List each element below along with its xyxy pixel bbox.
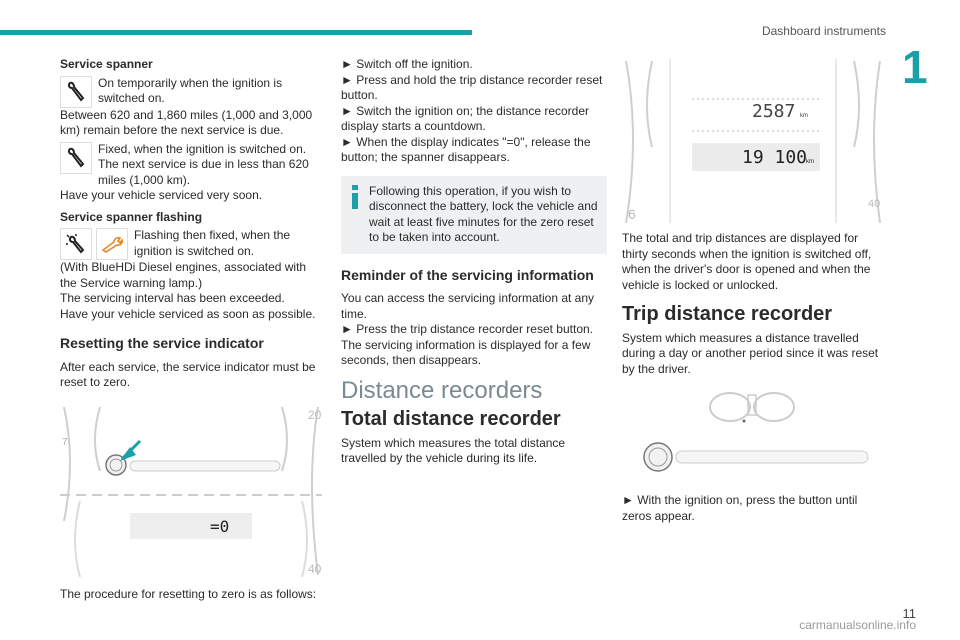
svg-text:7: 7 xyxy=(62,436,68,448)
reminder-after: The servicing information is displayed for a few seconds, then disappears. xyxy=(341,337,591,367)
total-text: System which measures the total distance travelled by the vehicle during its life. xyxy=(341,435,566,465)
press-step: ► With the ignition on, press the button until zeros appear. xyxy=(622,493,858,523)
spanner-on-text: On temporarily when the ignition is switched on. xyxy=(98,75,283,105)
spanner-fixed-text: Fixed, when the ignition is switched on. The next service is due in less than 620 miles (1,000 km). xyxy=(98,141,309,187)
spanner-icon xyxy=(60,76,92,108)
column-3 xyxy=(622,57,884,524)
info-icon xyxy=(349,184,363,246)
trip-button-illustration xyxy=(622,391,884,487)
heading-resetting: Resetting the service indicator xyxy=(60,335,264,351)
step-1: ► Switch off the ignition. xyxy=(341,57,473,71)
svg-text:km: km xyxy=(806,159,814,165)
spanner-flashing-row xyxy=(60,228,322,260)
column-2 xyxy=(341,57,607,467)
spanner-fixed-row xyxy=(60,142,322,189)
info-text: Following this operation, if you wish to disconnect the battery, lock the vehicle and wait at least five minutes for the zero reset to be taken into account. xyxy=(369,183,598,244)
info-box xyxy=(341,176,607,254)
spanner-icon xyxy=(60,142,92,174)
after-service-text: After each service, the service indicator must be reset to zero. xyxy=(60,359,316,389)
svg-text:km: km xyxy=(800,113,808,119)
svg-text:19 100: 19 100 xyxy=(742,147,808,168)
heading-distance-recorders: Distance recorders xyxy=(341,376,543,404)
column-1 xyxy=(60,57,322,602)
svg-text:20: 20 xyxy=(308,407,322,422)
spanner-on-row xyxy=(60,76,322,108)
spanner-flashing-icon xyxy=(60,228,92,260)
spanner-flashing-text: Flashing then fixed, when the ignition is switched on. xyxy=(134,228,291,258)
heading-trip-distance: Trip distance recorder xyxy=(622,303,833,325)
svg-text:=0: =0 xyxy=(210,516,230,536)
section-title: Dashboard instruments xyxy=(761,24,886,38)
heading-reminder: Reminder of the servicing information xyxy=(341,266,594,283)
svg-text:6: 6 xyxy=(628,206,636,222)
have-serviced-text: Have your vehicle serviced very soon. xyxy=(60,188,263,202)
trip-text: System which measures a distance travelled during a day or another period since it was reset by the driver. xyxy=(622,330,879,376)
heading-total-distance: Total distance recorder xyxy=(341,408,561,430)
reminder-text: You can access the servicing information at any time. xyxy=(341,291,595,321)
step-2: ► Press and hold the trip distance recorder reset button. xyxy=(341,72,603,102)
svg-text:40: 40 xyxy=(868,198,881,210)
displayed-text: The total and trip distances are displayed for thirty seconds when the ignition is switched off, when the driver's door is opened and when the vehicle is locked or unlocked. xyxy=(622,231,872,292)
exceeded-text: The servicing interval has been exceeded. xyxy=(60,291,285,305)
service-warning-icon xyxy=(96,228,128,260)
odometer-illustration xyxy=(622,57,884,225)
svg-text:40: 40 xyxy=(308,561,322,576)
bluehdi-text: (With BlueHDi Diesel engines, associated with the Service warning lamp.) xyxy=(60,260,307,290)
heading-spanner-flashing: Service spanner flashing xyxy=(60,209,203,224)
step-3: ► Switch the ignition on; the distance recorder display starts a countdown. xyxy=(341,103,590,133)
heading-service-spanner: Service spanner xyxy=(60,57,153,71)
reset-dashboard-illustration xyxy=(60,401,322,577)
svg-text:2587: 2587 xyxy=(752,101,796,122)
chapter-number: 1 xyxy=(902,41,928,93)
page-number: 11 xyxy=(902,606,916,621)
header-accent-bar xyxy=(0,30,472,35)
have-serviced-asap-text: Have your vehicle serviced as soon as possible. xyxy=(60,306,316,321)
between-text: Between 620 and 1,860 miles (1,000 and 3,000 km) remain before the next service is due. xyxy=(60,107,313,137)
watermark: carmanualsonline.info xyxy=(799,618,916,632)
procedure-text: The procedure for resetting to zero is as follows: xyxy=(60,586,317,601)
step-4: ► When the display indicates "=0", release the button; the spanner disappears. xyxy=(341,134,591,164)
reminder-step: ► Press the trip distance recorder reset button. xyxy=(341,322,593,336)
